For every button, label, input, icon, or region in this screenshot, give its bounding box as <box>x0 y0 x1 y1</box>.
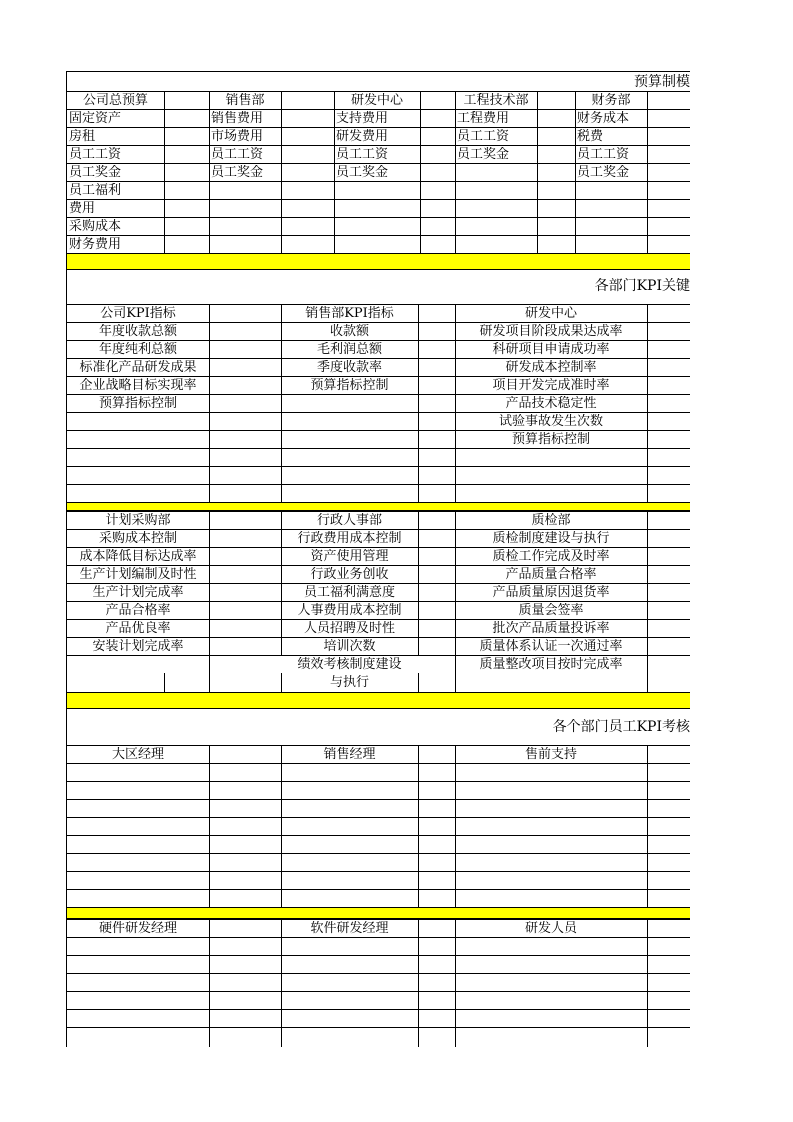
budget-company-item: 费用 <box>69 201 96 216</box>
grid-line <box>67 619 690 620</box>
grid-line <box>67 109 690 110</box>
section-divider-band <box>67 502 690 511</box>
grid-line <box>647 304 648 502</box>
grid-line <box>67 601 690 602</box>
budget-sales-item: 员工奖金 <box>211 165 264 180</box>
kpi-company-item: 预算指标控制 <box>98 396 177 411</box>
grid-line <box>67 448 690 449</box>
grid-line <box>455 745 456 907</box>
grid-line <box>67 973 690 974</box>
grid-line <box>67 394 690 395</box>
staff-kpi-title: 各个部门员工KPI考核 <box>552 719 690 735</box>
grid-line <box>418 511 419 655</box>
staff-header-regional-manager: 大区经理 <box>111 747 164 762</box>
grid-line <box>67 340 690 341</box>
budget-company-item: 固定资产 <box>69 111 122 126</box>
kpi2-qc-item: 批次产品质量投诉率 <box>492 621 610 636</box>
budget-rd-item: 员工奖金 <box>336 165 389 180</box>
kpi-company-item: 年度收款总额 <box>98 324 177 339</box>
kpi2-purchase-item: 生产计划完成率 <box>92 585 184 600</box>
budget-eng-item: 员工工资 <box>457 129 510 144</box>
grid-line <box>418 304 419 502</box>
budget-company-item: 采购成本 <box>69 219 122 234</box>
grid-line <box>67 853 690 854</box>
grid-line <box>67 1009 690 1010</box>
grid-line <box>281 919 282 1047</box>
grid-line <box>67 1027 690 1028</box>
grid-line <box>455 511 456 692</box>
kpi2-purchase-item: 生产计划编制及时性 <box>79 567 197 582</box>
kpi-rd-item: 项目开发完成准时率 <box>492 378 610 393</box>
grid-line <box>647 919 648 1047</box>
kpi2-purchase-item: 产品合格率 <box>105 603 171 618</box>
grid-line <box>67 430 690 431</box>
grid-line <box>281 673 282 692</box>
kpi2-admin-item: 员工福利满意度 <box>303 585 395 600</box>
grid-line <box>418 745 419 907</box>
grid-line <box>67 817 690 818</box>
kpi2-qc-item: 产品质量原因退货率 <box>492 585 610 600</box>
budget-sales-item: 销售费用 <box>211 111 264 126</box>
grid-line <box>67 199 690 200</box>
grid-line <box>67 466 690 467</box>
kpi2-qc-item: 质检制度建设与执行 <box>492 531 610 546</box>
grid-line <box>67 745 690 746</box>
dept-kpi-title: 各部门KPI关键 <box>594 278 690 294</box>
kpi2-admin-item: 与执行 <box>329 675 369 690</box>
budget-header-rd: 研发中心 <box>350 93 403 108</box>
kpi2-admin-item: 行政业务创收 <box>310 567 389 582</box>
grid-line <box>67 889 690 890</box>
budget-rd-item: 研发费用 <box>336 129 389 144</box>
kpi-rd-item: 研发项目阶段成果达成率 <box>479 324 623 339</box>
budget-company-item: 员工工资 <box>69 147 122 162</box>
kpi2-purchase-item: 产品优良率 <box>105 621 171 636</box>
grid-line <box>67 763 690 764</box>
kpi-header-rd: 研发中心 <box>524 306 577 321</box>
budget-eng-item: 员工奖金 <box>457 147 510 162</box>
grid-line <box>281 745 282 907</box>
kpi2-header-admin: 行政人事部 <box>316 513 382 528</box>
grid-line <box>418 919 419 1047</box>
grid-line <box>67 358 690 359</box>
grid-line <box>67 565 690 566</box>
grid-line <box>209 919 210 1047</box>
grid-line <box>209 511 210 692</box>
kpi-rd-item: 研发成本控制率 <box>505 360 597 375</box>
grid-line <box>67 235 690 236</box>
grid-line <box>67 937 690 938</box>
grid-line <box>67 955 690 956</box>
kpi2-purchase-item: 安装计划完成率 <box>92 639 184 654</box>
budget-rd-item: 支持费用 <box>336 111 389 126</box>
kpi2-qc-item: 质量体系认证一次通过率 <box>479 639 623 654</box>
staff-header-hw-manager: 硬件研发经理 <box>98 921 177 936</box>
budget-fin-item: 员工奖金 <box>577 165 630 180</box>
grid-line <box>67 547 690 548</box>
grid-line <box>209 304 210 502</box>
grid-line <box>209 745 210 907</box>
grid-line <box>455 304 456 502</box>
grid-line <box>67 412 690 413</box>
budget-company-item: 员工奖金 <box>69 165 122 180</box>
kpi2-qc-item: 质检工作完成及时率 <box>492 549 610 564</box>
grid-line <box>455 91 456 253</box>
budget-company-item: 财务费用 <box>69 237 122 252</box>
budget-rd-item: 员工工资 <box>336 147 389 162</box>
grid-line <box>67 376 690 377</box>
budget-sales-item: 员工工资 <box>211 147 264 162</box>
grid-line <box>647 511 648 692</box>
kpi2-header-purchase: 计划采购部 <box>105 513 171 528</box>
kpi2-purchase-item: 采购成本控制 <box>98 531 177 546</box>
kpi2-admin-item: 人员招聘及时性 <box>303 621 395 636</box>
grid-line <box>281 91 282 253</box>
kpi-rd-item: 预算指标控制 <box>511 432 590 447</box>
grid-line <box>67 511 690 512</box>
grid-line <box>67 322 690 323</box>
kpi-rd-item: 科研项目申请成功率 <box>492 342 610 357</box>
budget-sales-item: 市场费用 <box>211 129 264 144</box>
grid-line <box>67 583 690 584</box>
grid-line <box>334 91 335 253</box>
kpi-sales-item: 收款额 <box>329 324 369 339</box>
kpi2-header-qc: 质检部 <box>531 513 571 528</box>
kpi-sales-item: 季度收款率 <box>316 360 382 375</box>
kpi-rd-item: 试验事故发生次数 <box>498 414 603 429</box>
budget-header-company: 公司总预算 <box>82 93 148 108</box>
grid-line <box>67 181 690 182</box>
budget-company-item: 员工福利 <box>69 183 122 198</box>
grid-line <box>67 871 690 872</box>
grid-line <box>420 91 421 253</box>
grid-line <box>575 91 576 253</box>
budget-fin-item: 员工工资 <box>577 147 630 162</box>
grid-line <box>281 511 282 655</box>
kpi2-qc-item: 质量会签率 <box>518 603 584 618</box>
kpi2-qc-item: 质量整改项目按时完成率 <box>479 657 623 672</box>
grid-line <box>455 919 456 1047</box>
kpi-header-sales: 销售部KPI指标 <box>305 306 394 321</box>
kpi2-qc-item: 产品质量合格率 <box>505 567 597 582</box>
staff-header-sales-manager: 销售经理 <box>323 747 376 762</box>
grid-line <box>67 835 690 836</box>
kpi-header-company: 公司KPI指标 <box>100 306 176 321</box>
budget-title: 预算制模 <box>634 74 690 90</box>
kpi2-admin-item: 培训次数 <box>323 639 376 654</box>
staff-header-presales: 售前支持 <box>524 747 577 762</box>
budget-company-item: 房租 <box>69 129 96 144</box>
grid-line <box>67 217 690 218</box>
grid-line <box>647 745 648 907</box>
grid-line <box>164 91 165 253</box>
kpi-company-item: 年度纯利总额 <box>98 342 177 357</box>
grid-line <box>647 91 648 253</box>
grid-line <box>537 91 538 253</box>
budget-header-fin: 财务部 <box>591 93 631 108</box>
kpi-rd-item: 产品技术稳定性 <box>505 396 597 411</box>
budget-fin-item: 税费 <box>577 129 604 144</box>
staff-header-rd-staff: 研发人员 <box>524 921 577 936</box>
spreadsheet <box>66 71 690 1047</box>
section-divider-band <box>67 253 690 270</box>
grid-line <box>67 484 690 485</box>
kpi-sales-item: 毛利润总额 <box>316 342 382 357</box>
grid-line <box>67 91 690 92</box>
grid-line <box>67 145 690 146</box>
grid-line <box>67 304 690 305</box>
budget-header-sales: 销售部 <box>225 93 265 108</box>
grid-line <box>209 91 210 253</box>
kpi2-purchase-item: 成本降低目标达成率 <box>79 549 197 564</box>
grid-line <box>67 637 690 638</box>
kpi2-admin-item: 绩效考核制度建设 <box>297 657 402 672</box>
kpi-company-item: 标准化产品研发成果 <box>79 360 197 375</box>
grid-line <box>281 304 282 502</box>
grid-line <box>164 673 165 692</box>
grid-line <box>67 919 690 920</box>
budget-fin-item: 财务成本 <box>577 111 630 126</box>
kpi-sales-item: 预算指标控制 <box>310 378 389 393</box>
section-divider-band <box>67 907 690 919</box>
grid-line <box>67 655 690 656</box>
grid-line <box>67 163 690 164</box>
grid-line <box>67 799 690 800</box>
kpi2-admin-item: 资产使用管理 <box>310 549 389 564</box>
section-divider-band <box>67 692 690 709</box>
budget-header-eng: 工程技术部 <box>463 93 529 108</box>
grid-line <box>67 127 690 128</box>
grid-line <box>418 673 419 692</box>
kpi2-admin-item: 行政费用成本控制 <box>297 531 402 546</box>
budget-eng-item: 工程费用 <box>457 111 510 126</box>
grid-line <box>67 529 690 530</box>
grid-line <box>67 781 690 782</box>
kpi2-admin-item: 人事费用成本控制 <box>297 603 402 618</box>
grid-line <box>67 991 690 992</box>
kpi-company-item: 企业战略目标实现率 <box>79 378 197 393</box>
staff-header-sw-manager: 软件研发经理 <box>310 921 389 936</box>
